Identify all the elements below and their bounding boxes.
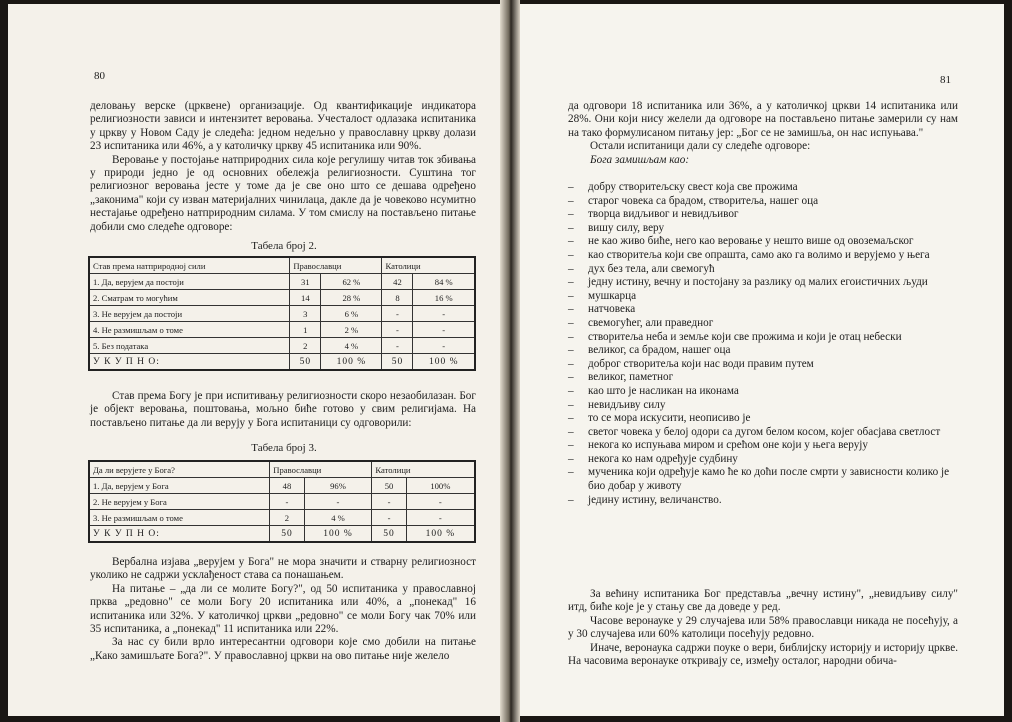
table-cell: - [413, 306, 475, 322]
list-item [568, 358, 968, 372]
dash-bullet: – [568, 344, 574, 357]
table-cell: 50 [382, 354, 413, 371]
dash-bullet: – [568, 235, 574, 248]
table-cell: - [382, 322, 413, 338]
list-item [568, 412, 968, 426]
dash-bullet: – [568, 357, 574, 370]
table-cell: 8 [382, 290, 413, 306]
list-item [568, 426, 968, 440]
table-header: Католици [372, 461, 475, 478]
list-item [568, 249, 968, 263]
list-item [568, 385, 968, 399]
table-cell: 1. Да, верујем да постоји [89, 274, 290, 290]
table-total-row [89, 354, 475, 371]
list-item-text: великог, паметног [588, 371, 674, 384]
list-item-text: великог, са брадом, нашег оца [588, 344, 731, 357]
list-item [568, 331, 968, 345]
page-number: 81 [940, 74, 951, 86]
list-item-text: мученика који одређује камо ће ко доћи после смрти у зависности колико је био добар у животу [588, 466, 950, 493]
list-item-text: старог човека са брадом, створитеља, нашег оца [588, 194, 819, 207]
paragraph: Остали испитаници дали су следеће одговоре: [590, 140, 811, 153]
table-caption: Табела број 3. [251, 442, 317, 454]
table-cell: - [413, 322, 475, 338]
table-cell: 4. Не размишљам о томе [89, 322, 290, 338]
list-item-text: творца видљивог и невидљивог [588, 208, 739, 221]
paragraph: На питање – „да ли се молите Богу?", од 50 испитаника у православној прква „редовно" се моли Богу 20 испитаника или 40%, а „понекад" 16 испитаника или 32%. У католичкој цркви „редовно" се моли Богу чак 70% или 35 испитаника, а „понекад" 11 испитаника или 22%. [90, 582, 476, 636]
dash-bullet: – [568, 208, 574, 221]
list-item-text: једину истину, величанство. [588, 493, 722, 506]
table-cell: 3 [290, 306, 321, 322]
table-cell: 96% [304, 478, 372, 494]
book-gutter [500, 0, 520, 722]
list-item-text: као што је насликан на иконама [588, 384, 739, 397]
table-cell: 42 [382, 274, 413, 290]
list-item [568, 303, 968, 317]
list-item-text: свемогућег, али праведног [588, 316, 714, 329]
list-item [568, 317, 968, 331]
list-item-text: то се мора искусити, неописиво је [588, 412, 751, 425]
list-item [568, 263, 968, 277]
body-text [90, 100, 476, 234]
dash-bullet: – [568, 303, 574, 316]
table-header: Да ли верујете у Бога? [89, 461, 270, 478]
list-item [568, 466, 968, 493]
table-cell: 1 [290, 322, 321, 338]
dash-bullet: – [568, 289, 574, 302]
table-cell: 4 % [304, 510, 372, 526]
table-header: Православци [290, 257, 382, 274]
table-cell: - [372, 510, 406, 526]
table-cell: 28 % [321, 290, 382, 306]
table-cell: 62 % [321, 274, 382, 290]
table-header: Православци [270, 461, 372, 478]
table-header: Католици [382, 257, 475, 274]
paragraph: Веровање у постојање натприродних сила које регулишу читав ток збивања у природи једно је од основних обележја религиозности. Суштина тог религиозног веровања јесте у томе да је све оно што се дешава одређено „законима" који су изван материјалних чинилаца, дакле да је човеково нсумитно нестајање одређено натприродним силама. У том смислу на постављено питање добили смо следеће одговоре: [90, 153, 476, 233]
paragraph: За већину испитаника Бог представља „вечну истину", „невидљиву силу" итд, биће које је у стању све да доведе у ред. [568, 588, 958, 614]
paragraph: Часове веронауке у 29 случајева или 58% православци никада не посећују, а у 30 случајева или 60% католици посећују редовно. [568, 614, 958, 641]
dash-bullet: – [568, 425, 574, 438]
list-item [568, 371, 968, 385]
table-cell: - [304, 494, 372, 510]
page-number: 80 [94, 70, 105, 82]
list-item-text: створитеља неба и земље који све прожима и који је отац небески [588, 330, 902, 343]
table-2 [88, 256, 476, 371]
table-cell: - [406, 510, 475, 526]
dash-bullet: – [568, 330, 574, 343]
list-heading: Бога замишљам као: [590, 153, 690, 166]
table-cell: 50 [270, 526, 304, 543]
paragraph: Став према Богу је при испитивању религиозности скоро незаобилазан. Бог је објект веровања, поштовања, мољно биће готово у свим религијама. На постављено питање да ли верују у Бога испитаници су одговорили: [90, 390, 476, 429]
list-item [568, 195, 968, 209]
table-cell: - [372, 494, 406, 510]
dash-bullet: – [568, 181, 574, 193]
table-cell: 2. Сматрам то могућим [89, 290, 290, 306]
table-cell: 2 [270, 510, 304, 526]
table-cell: 3. Не размишљам о томе [89, 510, 270, 526]
paragraph: Иначе, веронаука садржи поуке о вери, библијску историју и историју цркве. На часовима веронауке откривају се, између осталог, народни обича- [568, 641, 958, 668]
dash-bullet: – [568, 493, 574, 506]
right-page [520, 4, 1004, 716]
body-text [90, 556, 476, 663]
list-item-text: не као живо биће, него као веровање у нешто више од овоземаљског [588, 235, 914, 248]
paragraph: Вербална изјава „верујем у Бога" не мора значити и стварну религиозност уколико не садржи усклађеност става са понашањем. [90, 556, 476, 582]
list-item-text: некога ко нам одређује судбину [588, 452, 738, 465]
table-row [89, 306, 475, 322]
list-item [568, 453, 968, 467]
dash-bullet: – [568, 248, 574, 261]
dash-bullet: – [568, 276, 574, 289]
list-item-text: некога ко испуњава миром и срећом оне који у њега верују [588, 439, 869, 452]
paragraph: За нас су били врло интересантни одговори које смо добили на питање „Како замишљате Бога?". У православној цркви на ово питање није желело [90, 636, 476, 662]
table-total-row [89, 526, 475, 543]
table-row [89, 274, 475, 290]
list-item [568, 439, 968, 453]
table-3 [88, 460, 476, 543]
list-item [568, 208, 968, 222]
table-cell: 100% [406, 478, 475, 494]
dash-bullet: – [568, 194, 574, 207]
table-cell: 2 % [321, 322, 382, 338]
dash-bullet: – [568, 452, 574, 465]
list-item-text: дух без тела, али свемогућ [588, 262, 715, 275]
table-cell: 3. Не верујем да постоји [89, 306, 290, 322]
table-cell: 31 [290, 274, 321, 290]
dash-bullet: – [568, 262, 574, 275]
paragraph: да одговори 18 испитаника или 36%, а у католичкој цркви 14 испитаника или 28%. Они који нису желели да одговоре на постављено питање замерили су нам на тако формулисаном питању јер: „Бог се не замишља, он нас испуњава." [568, 100, 958, 139]
dash-bullet: – [568, 316, 574, 329]
dash-bullet: – [568, 384, 574, 397]
list-item [568, 222, 968, 236]
table-cell: 50 [372, 478, 406, 494]
table-cell: 50 [290, 354, 321, 371]
table-cell: - [413, 338, 475, 354]
dash-bullet: – [568, 412, 574, 425]
table-row [89, 290, 475, 306]
list-item-text: једну истину, вечну и постојану за разлику од малих егоистичних људи [588, 276, 928, 289]
table-cell: 2 [290, 338, 321, 354]
table-caption: Табела број 2. [251, 240, 317, 252]
table-cell: 5. Без података [89, 338, 290, 354]
table-cell: 100 % [304, 526, 372, 543]
list-item [568, 235, 968, 249]
list-item-text: доброг створитеља који нас води правим путем [588, 357, 814, 370]
table-cell: 1. Да, верујем у Бога [89, 478, 270, 494]
table-cell: 2. Не верујем у Бога [89, 494, 270, 510]
table-cell: 100 % [413, 354, 475, 371]
table-cell: - [270, 494, 304, 510]
table-cell: 50 [372, 526, 406, 543]
list-item-text: добру створитељску свест која све прожима [588, 181, 798, 193]
dash-bullet: – [568, 371, 574, 384]
table-cell: - [382, 338, 413, 354]
list-item [568, 344, 968, 358]
table-row [89, 510, 475, 526]
table-cell: 100 % [406, 526, 475, 543]
list-item-text: као створитеља који све опрашта, само ако га волимо и верујемо у њега [588, 248, 930, 261]
table-cell: 4 % [321, 338, 382, 354]
table-cell: - [406, 494, 475, 510]
answers-list [568, 181, 968, 507]
table-cell: У К У П Н О: [89, 526, 270, 543]
table-cell: 48 [270, 478, 304, 494]
list-item [568, 290, 968, 304]
table-cell: У К У П Н О: [89, 354, 290, 371]
paragraph: деловању верске (црквене) организације. Од квантификације индикатора религиозности зависи и интензитет веровања. Учесталост одлазака испитаника у цркву у Новом Саду је следећа: једном недељно у православну цркву долази 23 испитаника или 46%, а у католичку цркву 45 испитаника или 90%. [90, 100, 476, 153]
list-item-text: натчовека [588, 303, 636, 316]
dash-bullet: – [568, 439, 574, 452]
table-row [89, 494, 475, 510]
left-page [8, 4, 500, 716]
body-text [568, 588, 958, 668]
dash-bullet: – [568, 466, 574, 479]
list-item [568, 494, 968, 508]
table-row [89, 338, 475, 354]
dash-bullet: – [568, 221, 574, 234]
table-cell: 16 % [413, 290, 475, 306]
table-cell: 84 % [413, 274, 475, 290]
list-item-text: вишу силу, веру [588, 221, 665, 234]
dash-bullet: – [568, 398, 574, 411]
list-item [568, 181, 968, 195]
list-item-text: светог човека у белој одори са дугом белом косом, којег обасјава светлост [588, 425, 941, 438]
list-item-text: невидљиву силу [588, 398, 666, 411]
list-item [568, 276, 968, 290]
table-cell: 100 % [321, 354, 382, 371]
table-cell: 14 [290, 290, 321, 306]
list-item-text: мушкарца [588, 289, 637, 302]
table-cell: - [382, 306, 413, 322]
body-text [568, 100, 958, 167]
list-item [568, 399, 968, 413]
table-cell: 6 % [321, 306, 382, 322]
table-row [89, 478, 475, 494]
table-row [89, 322, 475, 338]
table-header: Став према натприродној сили [89, 257, 290, 274]
